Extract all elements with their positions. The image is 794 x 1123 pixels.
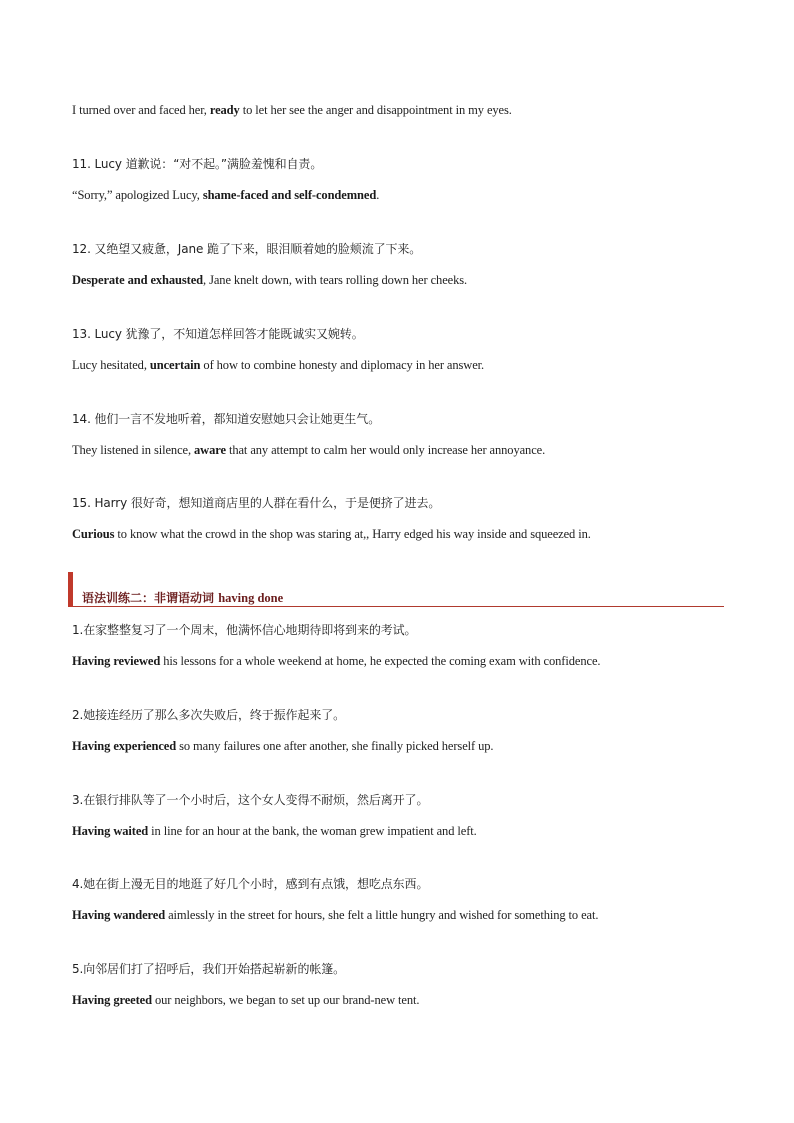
- intro-sentence: [72, 102, 732, 118]
- item-s2-2-bold: Having experienced: [72, 739, 177, 753]
- item-12-english: [72, 272, 732, 288]
- item-13-chinese: 13. Lucy 犹豫了，不知道怎样回答才能既诚实又婉转。: [72, 327, 364, 341]
- item-12-chinese: 12. 又绝望又疲惫，Jane 跪了下来，眼泪顺着她的脸颊流了下来。: [72, 242, 422, 256]
- item-s2-4-chinese: 4.她在街上漫无目的地逛了好几个小时，感到有点饿，想吃点东西。: [72, 877, 429, 891]
- item-14-bold: aware: [194, 443, 226, 457]
- item-s2-3-bold: Having waited: [72, 824, 149, 838]
- item-14-post: that any attempt to calm her would only increase her annoyance.: [225, 443, 546, 457]
- intro-pre: I turned over and faced her,: [72, 103, 210, 117]
- item-11-pre: “Sorry,” apologized Lucy,: [72, 188, 203, 202]
- item-s2-4-english: [72, 907, 732, 923]
- item-13-pre: Lucy hesitated,: [72, 358, 150, 372]
- item-s2-5-english: [72, 992, 732, 1008]
- section-title-cn: 语法训练二：非谓语动词: [82, 591, 219, 605]
- item-15-english: [72, 526, 732, 542]
- item-14-pre: They listened in silence,: [72, 443, 195, 457]
- item-11-bold: shame-faced and self-condemned: [202, 188, 377, 202]
- section-title: [82, 589, 283, 606]
- item-s2-3-chinese: 3.在银行排队等了一个小时后，这个女人变得不耐烦，然后离开了。: [72, 793, 429, 807]
- item-s2-4-post: aimlessly in the street for hours, she felt a little hungry and wished for something to eat.: [165, 908, 599, 922]
- intro-post: to let her see the anger and disappointment in my eyes.: [239, 103, 512, 117]
- item-14-english: [72, 442, 732, 458]
- item-13-bold: uncertain: [149, 358, 201, 372]
- item-s2-2-english: [72, 738, 732, 754]
- item-13-post: of how to combine honesty and diplomacy in her answer.: [200, 358, 485, 372]
- item-15-post: to know what the crowd in the shop was staring at,, Harry edged his way inside and squeezed in.: [114, 527, 591, 541]
- item-11-english: [72, 187, 732, 203]
- item-13-english: [72, 357, 732, 373]
- item-15-bold: Curious: [72, 527, 115, 541]
- item-s2-5-post: our neighbors, we began to set up our brand-new tent.: [151, 993, 420, 1007]
- section-accent-bar: [68, 572, 73, 607]
- item-15-chinese: 15. Harry 很好奇，想知道商店里的人群在看什么，于是便挤了进去。: [72, 496, 441, 510]
- section-underline: [73, 606, 724, 607]
- item-s2-1-english: [72, 653, 732, 669]
- item-12-bold: Desperate and exhausted: [72, 273, 204, 287]
- item-s2-1-chinese: 1.在家整整复习了一个周末，他满怀信心地期待即将到来的考试。: [72, 623, 417, 637]
- item-s2-1-bold: Having reviewed: [72, 654, 161, 668]
- item-s2-5-bold: Having greeted: [72, 993, 152, 1007]
- item-14-chinese: 14. 他们一言不发地听着，都知道安慰她只会让她更生气。: [72, 412, 381, 426]
- item-s2-5-chinese: 5.向邻居们打了招呼后，我们开始搭起崭新的帐篷。: [72, 962, 346, 976]
- item-11-post: .: [376, 188, 380, 202]
- item-s2-4-bold: Having wandered: [72, 908, 166, 922]
- item-s2-1-post: his lessons for a whole weekend at home, he expected the coming exam with confidence.: [160, 654, 601, 668]
- item-s2-3-english: [72, 823, 732, 839]
- section-header: [68, 572, 724, 608]
- intro-bold: ready: [209, 103, 240, 117]
- item-s2-2-chinese: 2.她接连经历了那么多次失败后，终于振作起来了。: [72, 708, 346, 722]
- section-title-en: having done: [218, 591, 284, 605]
- item-s2-2-post: so many failures one after another, she finally picked herself up.: [176, 739, 494, 753]
- item-s2-3-post: in line for an hour at the bank, the woman grew impatient and left.: [148, 824, 477, 838]
- item-12-post: , Jane knelt down, with tears rolling down her cheeks.: [203, 273, 468, 287]
- item-11-chinese: 11. Lucy 道歉说：“对不起。”满脸羞愧和自责。: [72, 157, 323, 171]
